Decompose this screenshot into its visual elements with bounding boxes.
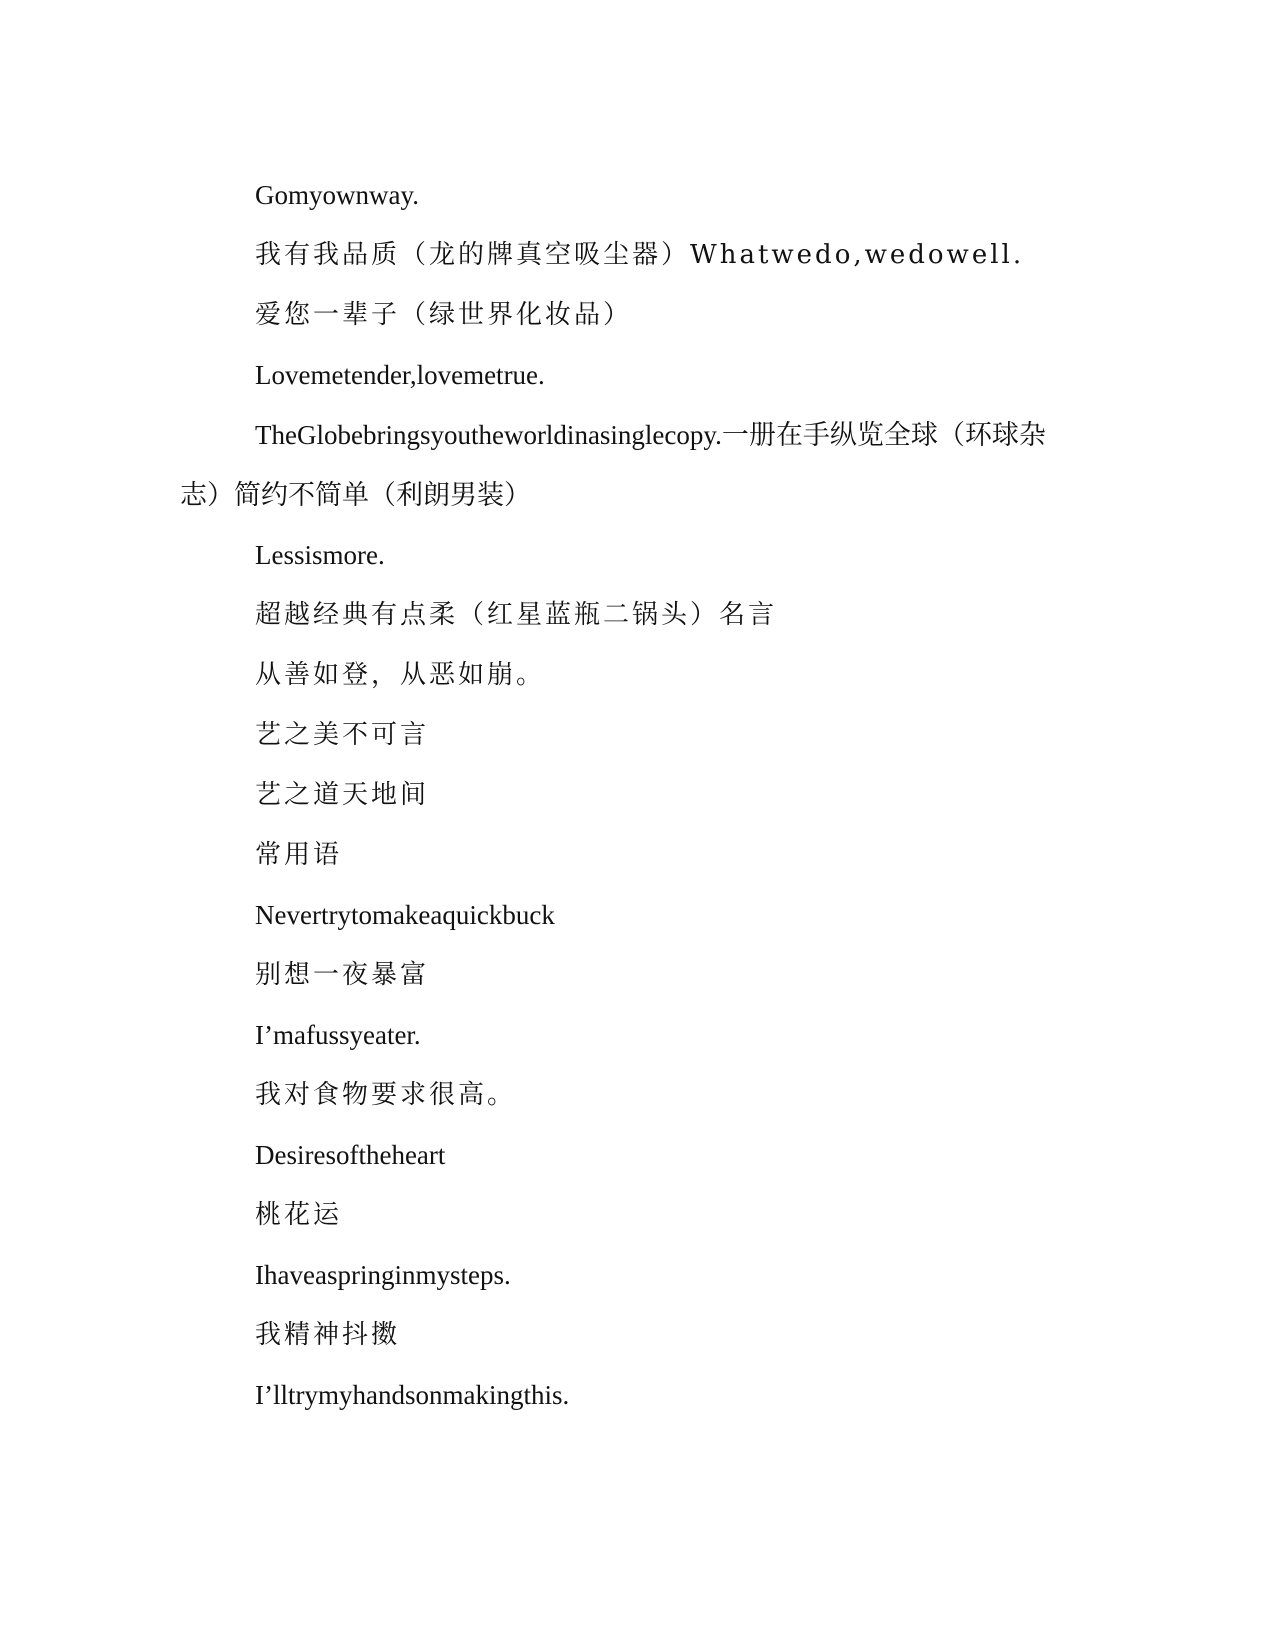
paragraph-slogan-love-lifetime: 爱您一辈子（绿世界化妆品） [255,300,633,330]
paragraph-less-is-more: Lessismore. [255,540,385,570]
paragraph-love-me-tender: Lovemetender,lovemetrue. [255,360,545,390]
paragraph-common-phrases-heading: 常用语 [255,840,343,870]
paragraph-fussy-eater-translation: 我对食物要求很高。 [255,1080,517,1110]
paragraph-quick-buck: Nevertrytomakeaquickbuck [255,900,555,930]
document-body [180,165,1070,1425]
paragraph-beyond-classic: 超越经典有点柔（红星蓝瓶二锅头）名言 [255,600,778,630]
paragraph-slogan-quality: 我有我品质（龙的牌真空吸尘器）Whatwedo,wedowell. [255,240,1025,270]
paragraph-quick-buck-translation: 别想一夜暴富 [255,960,430,990]
paragraph-globe-magazine: TheGlobebringsyoutheworldinasinglecopy.一册在手纵览全球（环球杂志）简约不简单（利朗男装） [180,420,1046,510]
paragraph-spring-in-steps: Ihaveaspringinmysteps. [255,1260,511,1290]
paragraph-art-way: 艺之道天地间 [255,780,430,810]
paragraph-spring-translation: 我精神抖擞 [255,1320,401,1350]
paragraph-fussy-eater: I’mafussyeater. [255,1020,421,1050]
paragraph-art-beauty: 艺之美不可言 [255,720,430,750]
paragraph-go-my-own-way: Gomyownway. [255,180,419,210]
paragraph-desires-translation: 桃花运 [255,1200,343,1230]
paragraph-desires-of-heart: Desiresoftheheart [255,1140,446,1170]
paragraph-try-my-hands: I’lltrymyhandsonmakingthis. [255,1380,570,1410]
paragraph-quote-good-evil: 从善如登，从恶如崩。 [255,660,546,690]
